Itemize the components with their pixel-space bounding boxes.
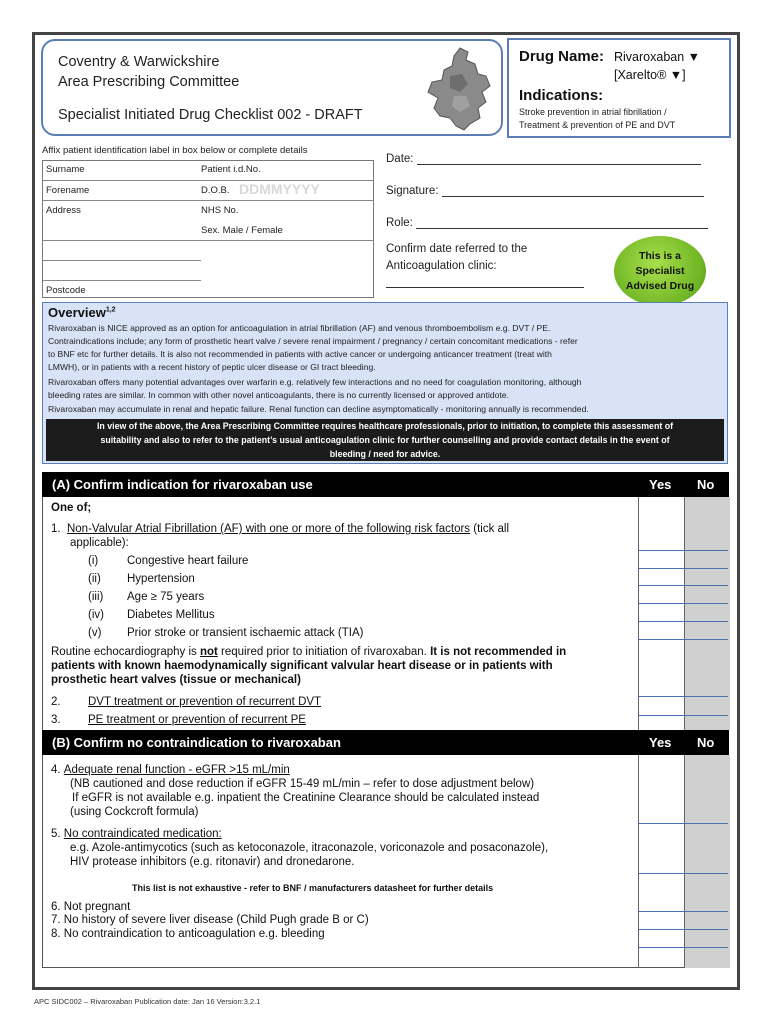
tick-af[interactable]	[638, 550, 728, 551]
patient-row-sex	[43, 221, 373, 241]
item-5-text: No contraindicated medication:	[63, 828, 222, 840]
section-b-yes-column	[638, 755, 685, 968]
footer-text: APC SIDC002 – Rivaroxaban Publication date: Jan 16 Version:3.2.1	[34, 997, 261, 1006]
section-a-title: (A) Confirm indication for rivaroxaban use	[52, 477, 313, 492]
surname-label: Surname	[46, 164, 85, 175]
tick-risk-ii[interactable]	[638, 585, 728, 586]
dob-label: D.O.B.	[201, 185, 230, 196]
indications-label: Indications:	[519, 87, 604, 104]
tick-liver[interactable]	[638, 929, 728, 930]
page-title: Specialist Initiated Drug Checklist 002 - DRAFT	[58, 107, 363, 123]
item-4-line-3: If eGFR is not available e.g. inpatient the Creatinine Clearance should be calculated instead	[72, 792, 540, 804]
specialist-advised-badge	[614, 236, 706, 306]
patient-id-label: Patient i.d.No.	[201, 164, 261, 175]
section-a-yes: Yes	[649, 477, 672, 492]
section-a-no: No	[697, 477, 715, 492]
item-1-cont: applicable):	[70, 537, 129, 549]
role-label: Role:	[386, 217, 413, 229]
item-4-text: Adequate renal function - eGFR >15 mL/min	[63, 764, 290, 776]
tick-risk-i[interactable]	[638, 568, 728, 569]
item-7: 7. No history of severe liver disease (Child Pugh grade B or C)	[51, 914, 369, 926]
item-6: 6. Not pregnant	[51, 901, 131, 913]
referral-date-field[interactable]	[386, 276, 584, 288]
badge-line-3: Advised Drug	[625, 279, 695, 292]
forename-label: Forename	[46, 185, 90, 196]
item-3-num: 3.	[51, 714, 61, 726]
overview-line-1: Rivaroxaban is NICE approved as an option for anticoagulation in atrial fibrillation (AF) and venous thromboembolism e.g. DVT / PE.	[48, 323, 551, 333]
tick-pe[interactable]	[638, 715, 728, 716]
indication-1: Stroke prevention in atrial fibrillation /	[519, 107, 667, 117]
echo-line-1: Routine echocardiography is not required prior to initiation of rivaroxaban. It is not recommended in	[51, 646, 567, 658]
item-5: 5. No contraindicated medication:	[51, 828, 222, 840]
risk-v-text: Prior stroke or transient ischaemic attack (TIA)	[127, 627, 364, 639]
list-note: This list is not exhaustive - refer to BNF / manufacturers datasheet for further details	[132, 883, 494, 893]
risk-ii-num: (ii)	[88, 573, 101, 585]
notice-line-1: In view of the above, the Area Prescribing Committee requires healthcare professionals, prior to initiation, to complete this assessment of	[96, 421, 673, 431]
drug-brand: [Xarelto® ▼]	[614, 68, 686, 82]
drug-name-label: Drug Name:	[519, 48, 605, 65]
warwickshire-map-icon	[420, 46, 498, 132]
role-field[interactable]	[386, 217, 708, 229]
postcode-label: Postcode	[46, 285, 86, 296]
item-2-num: 2.	[51, 696, 61, 708]
address-label: Address	[46, 205, 81, 216]
patient-row-surname	[43, 161, 373, 181]
risk-iii-text: Age ≥ 75 years	[127, 591, 205, 603]
patient-instruction: Affix patient identification label in box below or complete details	[42, 145, 308, 156]
echo-line-3: prosthetic heart valves (tissue or mechanical)	[51, 674, 301, 686]
risk-i-num: (i)	[88, 555, 99, 567]
section-b-header	[42, 730, 729, 755]
confirm-referral-line2: Anticoagulation clinic:	[386, 260, 497, 272]
section-a-header	[42, 472, 729, 497]
address-line-3[interactable]	[43, 261, 201, 281]
badge-line-2: Specialist	[635, 264, 685, 277]
item-1: 1. Non-Valvular Atrial Fibrillation (AF) with one or more of the following risk factors (tick all	[51, 523, 510, 535]
item-2-text: DVT treatment or prevention of recurrent DVT	[88, 696, 322, 708]
risk-iii-num: (iii)	[88, 591, 104, 603]
section-b-title: (B) Confirm no contraindication to rivaroxaban	[52, 735, 341, 750]
overview-notice	[46, 419, 724, 461]
risk-ii-text: Hypertension	[127, 573, 195, 585]
item-3-text: PE treatment or prevention of recurrent PE	[88, 714, 306, 726]
notice-line-3: bleeding / need for advice.	[329, 449, 441, 459]
tick-risk-iv[interactable]	[638, 621, 728, 622]
overview-line-5: Rivaroxaban offers many potential advantages over warfarin e.g. relatively few interactions and no need for coagulation monitoring, although	[48, 377, 582, 387]
tick-risk-iii[interactable]	[638, 603, 728, 604]
item-4-line-4: (using Cockcroft formula)	[70, 806, 199, 818]
indication-2: Treatment & prevention of PE and DVT	[519, 120, 676, 130]
overview-line-6: bleeding rates are similar. In common with other novel anticoagulants, there is no currently licensed or approved antidote.	[48, 390, 509, 400]
section-b-no-column	[684, 755, 730, 968]
item-5-line-2: e.g. Azole-antimycotics (such as ketoconazole, itraconazole, voriconazole and posaconazole),	[70, 842, 549, 854]
overview-line-3: to BNF etc for further details. It is also not recommended in patients with active cancer or undergoing anticancer treatment (treat with	[48, 349, 552, 359]
date-field[interactable]	[386, 153, 701, 165]
patient-details-box	[42, 160, 374, 298]
tick-bleeding[interactable]	[638, 947, 728, 948]
one-of-label: One of;	[51, 502, 92, 514]
item-1-suffix: (tick all	[473, 523, 510, 535]
risk-v-num: (v)	[88, 627, 102, 639]
risk-iv-text: Diabetes Mellitus	[127, 609, 215, 621]
date-label: Date:	[386, 153, 414, 165]
item-8: 8. No contraindication to anticoagulation e.g. bleeding	[51, 928, 325, 940]
badge-line-1: This is a	[638, 249, 681, 262]
notice-line-2: suitability and also to refer to the patient’s usual anticoagulation clinic for further counselling and provide contact details in the event of	[100, 435, 670, 445]
tick-dvt[interactable]	[638, 696, 728, 697]
tick-renal[interactable]	[638, 823, 728, 824]
tick-pregnant[interactable]	[638, 911, 728, 912]
echo-not: not	[199, 646, 218, 658]
tick-medication[interactable]	[638, 873, 728, 874]
header-org: Coventry & Warwickshire	[58, 54, 220, 70]
item-5-line-3: HIV protease inhibitors (e.g. ritonavir) and dronedarone.	[70, 856, 355, 868]
section-b-no: No	[697, 735, 715, 750]
risk-iv-num: (iv)	[88, 609, 104, 621]
section-b-yes: Yes	[649, 735, 672, 750]
overview-line-4: LMWH), or in patients with a recent history of peptic ulcer disease or GI tract bleeding.	[48, 362, 376, 372]
sex-label: Sex. Male / Female	[201, 225, 283, 236]
item-4: 4. Adequate renal function - eGFR >15 mL/min	[51, 764, 290, 776]
overview-title: Overview$^{1,2}$	[48, 305, 116, 320]
item-4-line-2: (NB cautioned and dose reduction if eGFR 15-49 mL/min – refer to dose adjustment below)	[70, 778, 535, 790]
signature-field[interactable]	[386, 185, 704, 197]
overview-refs: 1,2	[105, 306, 116, 314]
risk-i-text: Congestive heart failure	[127, 555, 249, 567]
tick-risk-v[interactable]	[638, 639, 728, 640]
patient-row-postcode	[43, 281, 373, 298]
drug-name-value: Rivaroxaban ▼	[614, 50, 701, 64]
echo-line-2: patients with known haemodynamically significant valvular heart disease or in patients with	[51, 660, 553, 672]
header-committee: Area Prescribing Committee	[58, 74, 240, 90]
patient-row-address	[43, 201, 373, 221]
overview-line-7: Rivaroxaban may accumulate in renal and hepatic failure. Renal function can decline asymptomatically - monitoring annually is recommended.	[48, 404, 589, 414]
item-1-text: Non-Valvular Atrial Fibrillation (AF) with one or more of the following risk factors	[66, 523, 471, 535]
address-line-2[interactable]	[43, 241, 201, 261]
confirm-referral-line1: Confirm date referred to the	[386, 243, 528, 255]
patient-row-forename	[43, 181, 373, 201]
overview-line-2: Contraindications include; any form of prosthetic heart valve / severe renal impairment / pregnancy / certain concomitant medications - refer	[48, 336, 578, 346]
signature-label: Signature:	[386, 185, 439, 197]
dob-placeholder[interactable]: DDMMYYYY	[239, 181, 320, 197]
nhs-label: NHS No.	[201, 205, 239, 216]
